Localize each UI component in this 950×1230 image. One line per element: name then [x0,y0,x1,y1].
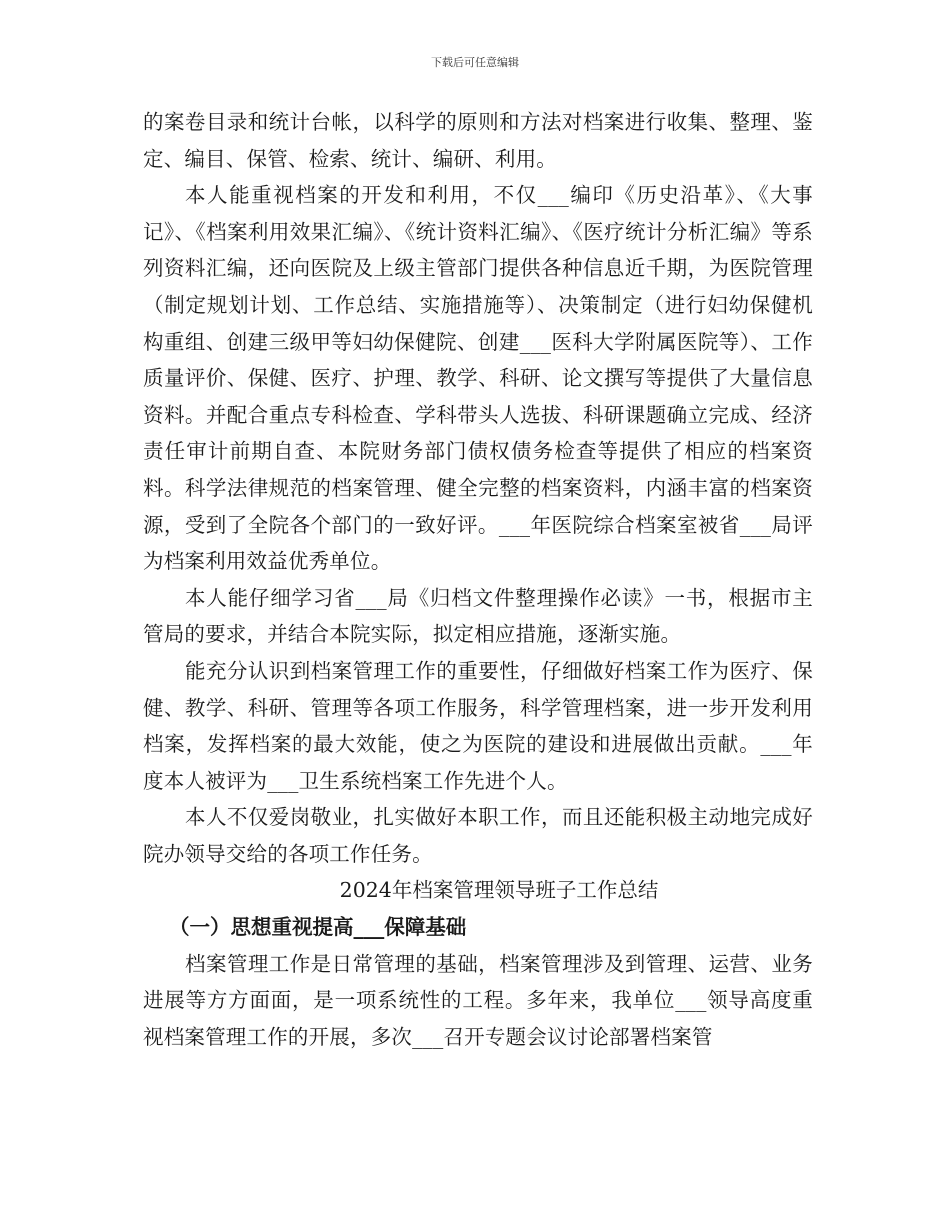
document-body [143,104,813,1055]
paragraph-continuation: 的案卷目录和统计台帐，以科学的原则和方法对档案进行收集、整理、鉴定、编目、保管、检索、统计、编研、利用。 [143,110,813,171]
page-header: 下载后可任意编辑 [431,56,519,69]
section-subheading: （一）思想重视提高___保障基础 [169,915,467,940]
paragraph-archive-utilization: 本人能重视档案的开发和利用，不仅___编印《历史沿革》、《大事记》、《档案利用效果汇编》、《统计资料汇编》、《医疗统计分析汇编》等系列资料汇编，还向医院及上级主管部门提供各种信息近千期，为医院管理（制定规划计划、工作总结、实施措施等）、决策制定（进行妇幼保健机构重组、创建三级甲等妇幼保健院、创建___医科大学附属医院等）、工作质量评价、保健、医疗、护理、教学、科研、论文撰写等提供了大量信息资料。并配合重点专科检查、学科带头人选拔、科研课题确立完成、经济责任审计前期自查、本院财务部门债权债务检查等提供了相应的档案资料。科学法律规范的档案管理、健全完整的档案资料，内涵丰富的档案资源，受到了全院各个部门的一致好评。___年医院综合档案室被省___局评为档案利用效益优秀单位。 [143,183,813,574]
paragraph-dedication: 本人不仅爱岗敬业，扎实做好本职工作，而且还能积极主动地完成好院办领导交给的各项工作任务。 [143,805,813,866]
section-title: 2024年档案管理领导班子工作总结 [339,878,659,903]
paragraph-study: 本人能仔细学习省___局《归档文件整理操作必读》一书，根据市主管局的要求，并结合本院实际，拟定相应措施，逐渐实施。 [143,585,813,647]
section-body-paragraph: 档案管理工作是日常管理的基础，档案管理涉及到管理、运营、业务进展等方方面面，是一项系统性的工程。多年来，我单位___领导高度重视档案管理工作的开展，多次___召开专题会议讨论部署档案管 [143,951,813,1049]
paragraph-importance: 能充分认识到档案管理工作的重要性，仔细做好档案工作为医疗、保健、教学、科研、管理等各项工作服务，科学管理档案，进一步开发利用档案，发挥档案的最大效能，使之为医院的建设和进展做出贡献。___年度本人被评为___卫生系统档案工作先进个人。 [143,658,813,793]
